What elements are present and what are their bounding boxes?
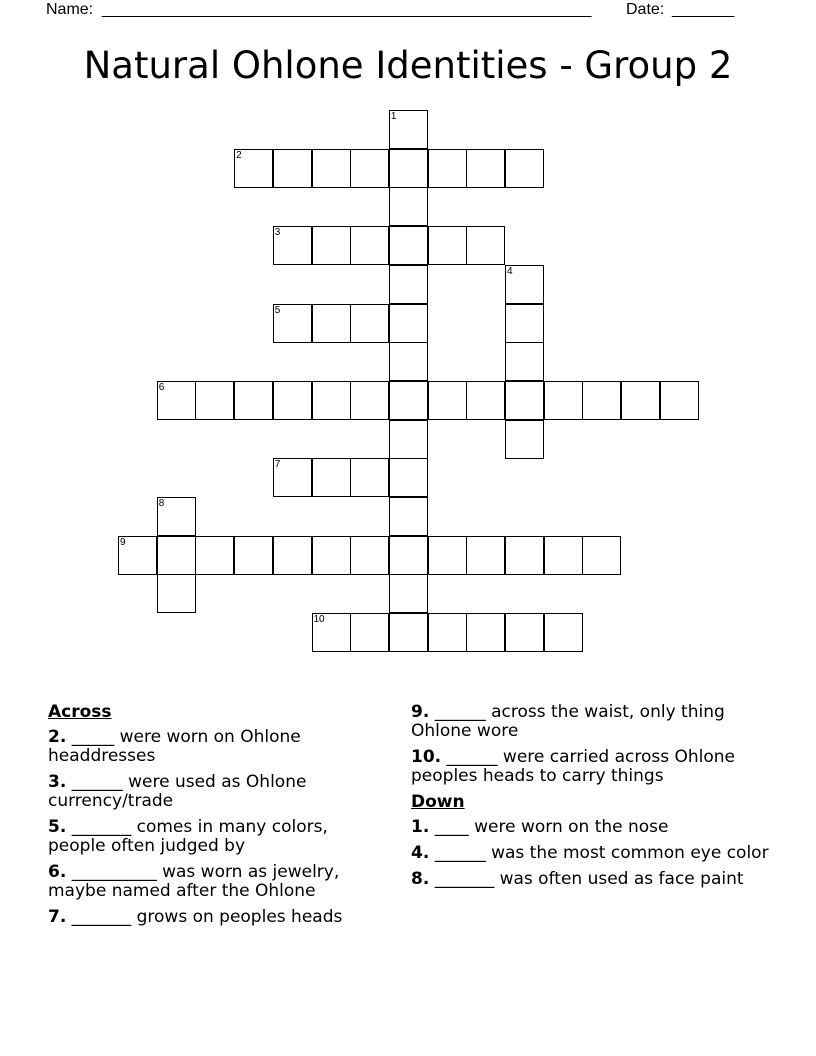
crossword-cell[interactable] <box>312 381 351 420</box>
crossword-cell[interactable] <box>428 149 467 188</box>
crossword-cell[interactable] <box>389 497 428 536</box>
crossword-cell[interactable] <box>660 381 699 420</box>
cell-number: 8 <box>158 498 165 509</box>
crossword-cell[interactable] <box>157 381 196 420</box>
crossword-cell[interactable] <box>505 381 544 420</box>
clue-text: ______ was the most common eye color <box>429 843 769 863</box>
clue-number: 1. <box>411 817 430 837</box>
crossword-cell[interactable] <box>312 304 351 343</box>
crossword-cell[interactable] <box>466 381 505 420</box>
cell-number: 2 <box>236 149 242 161</box>
crossword-cell[interactable] <box>273 536 312 575</box>
clue-number: 4. <box>411 843 430 863</box>
crossword-cell[interactable] <box>428 536 467 575</box>
clue-number: 2. <box>48 727 67 747</box>
crossword-cell[interactable] <box>389 613 428 652</box>
crossword-cell[interactable] <box>273 149 312 188</box>
clue-across-5 <box>48 818 388 856</box>
clue-number: 10. <box>411 747 442 767</box>
crossword-cell[interactable] <box>389 226 428 265</box>
crossword-cell[interactable] <box>505 342 544 381</box>
clue-text: ______ were carried across Ohlone peoples heads to carry things <box>411 747 736 786</box>
clue-number: 9. <box>411 702 430 722</box>
crossword-cell[interactable] <box>350 149 389 188</box>
clue-text: _______ was often used as face paint <box>429 869 744 889</box>
crossword-cell[interactable] <box>350 381 389 420</box>
crossword-cell[interactable] <box>505 613 544 652</box>
crossword-cell[interactable] <box>157 574 196 613</box>
crossword-cell[interactable] <box>466 226 505 265</box>
clue-down-8 <box>411 870 771 889</box>
crossword-cell[interactable] <box>157 497 196 536</box>
crossword-cell[interactable] <box>428 226 467 265</box>
clue-across-2 <box>48 728 388 766</box>
page-title: Natural Ohlone Identities - Group 2 <box>83 44 733 87</box>
crossword-cell[interactable] <box>234 149 273 188</box>
clue-text: ______ across the waist, only thing Ohlone wore <box>411 702 725 741</box>
crossword-cell[interactable] <box>234 381 273 420</box>
clue-text: _____ were worn on Ohlone headdresses <box>48 727 301 766</box>
crossword-cell[interactable] <box>582 536 621 575</box>
clue-number: 6. <box>48 862 67 882</box>
cell-number: 3 <box>274 227 281 239</box>
crossword-cell[interactable] <box>350 458 389 497</box>
crossword-cell[interactable] <box>195 381 234 420</box>
cell-number: 10 <box>313 614 325 626</box>
date-label: Date: <box>626 1 665 18</box>
crossword-cell[interactable] <box>273 304 312 343</box>
clues-column-left <box>48 703 388 934</box>
crossword-cell[interactable] <box>505 265 544 304</box>
cell-number: 7 <box>274 459 281 471</box>
clue-number: 3. <box>48 772 67 792</box>
clue-number: 7. <box>48 907 67 927</box>
cell-number: 9 <box>120 536 126 548</box>
crossword-cell[interactable] <box>389 304 428 343</box>
crossword-cell[interactable] <box>466 536 505 575</box>
clue-number: 5. <box>48 817 67 837</box>
crossword-cell[interactable] <box>582 381 621 420</box>
crossword-cell[interactable] <box>544 613 583 652</box>
crossword-cell[interactable] <box>312 613 351 652</box>
crossword-cell[interactable] <box>118 536 157 575</box>
crossword-cell[interactable] <box>505 420 544 459</box>
crossword-cell[interactable] <box>466 149 505 188</box>
crossword-cell[interactable] <box>195 536 234 575</box>
name-blank[interactable]: _______________________________________________________ <box>102 1 592 18</box>
crossword-cell[interactable] <box>621 381 660 420</box>
crossword-cell[interactable] <box>312 458 351 497</box>
clue-across-9 <box>411 703 771 741</box>
crossword-cell[interactable] <box>312 149 351 188</box>
clue-down-4 <box>411 844 771 863</box>
crossword-cell[interactable] <box>389 458 428 497</box>
across-heading: Across <box>48 702 112 722</box>
clue-down-1 <box>411 818 771 837</box>
crossword-cell[interactable] <box>505 304 544 343</box>
crossword-cell[interactable] <box>544 381 583 420</box>
crossword-cell[interactable] <box>273 226 312 265</box>
crossword-cell[interactable] <box>389 342 428 381</box>
crossword-cell[interactable] <box>466 613 505 652</box>
crossword-cell[interactable] <box>428 381 467 420</box>
crossword-cell[interactable] <box>389 265 428 304</box>
crossword-cell[interactable] <box>350 536 389 575</box>
crossword-cell[interactable] <box>273 458 312 497</box>
cell-number: 5 <box>274 304 281 316</box>
clue-text: __________ was worn as jewelry, maybe named after the Ohlone <box>48 862 340 901</box>
cell-number: 6 <box>158 381 165 393</box>
clue-number: 8. <box>411 869 430 889</box>
crossword-cell[interactable] <box>273 381 312 420</box>
cell-number: 4 <box>507 265 513 277</box>
crossword-cell[interactable] <box>157 536 196 575</box>
crossword-cell[interactable] <box>389 381 428 420</box>
crossword-cell[interactable] <box>234 536 273 575</box>
crossword-cell[interactable] <box>389 149 428 188</box>
clue-text: ____ were worn on the nose <box>429 817 669 837</box>
clues-column-right <box>411 703 771 896</box>
crossword-cell[interactable] <box>350 226 389 265</box>
crossword-cell[interactable] <box>389 420 428 459</box>
crossword-cell[interactable] <box>389 536 428 575</box>
crossword-cell[interactable] <box>312 226 351 265</box>
crossword-cell[interactable] <box>389 110 428 149</box>
date-blank[interactable]: _______ <box>672 1 735 18</box>
crossword-cell[interactable] <box>350 613 389 652</box>
crossword-cell[interactable] <box>505 536 544 575</box>
crossword-cell[interactable] <box>312 536 351 575</box>
clue-across-7 <box>48 908 388 927</box>
clue-text: _______ grows on peoples heads <box>66 907 343 927</box>
crossword-cell[interactable] <box>389 187 428 226</box>
clue-text: ______ were used as Ohlone currency/trade <box>48 772 307 811</box>
crossword-cell[interactable] <box>350 304 389 343</box>
clue-across-10 <box>411 748 771 786</box>
clue-across-6 <box>48 863 388 901</box>
cell-number: 1 <box>390 111 397 122</box>
crossword-cell[interactable] <box>428 613 467 652</box>
clue-text: _______ comes in many colors, people often judged by <box>48 817 328 856</box>
crossword-cell[interactable] <box>544 536 583 575</box>
name-label: Name: <box>46 1 94 18</box>
crossword-cell[interactable] <box>389 574 428 613</box>
crossword-cell[interactable] <box>505 149 544 188</box>
down-heading: Down <box>411 792 465 812</box>
clue-across-3 <box>48 773 388 811</box>
